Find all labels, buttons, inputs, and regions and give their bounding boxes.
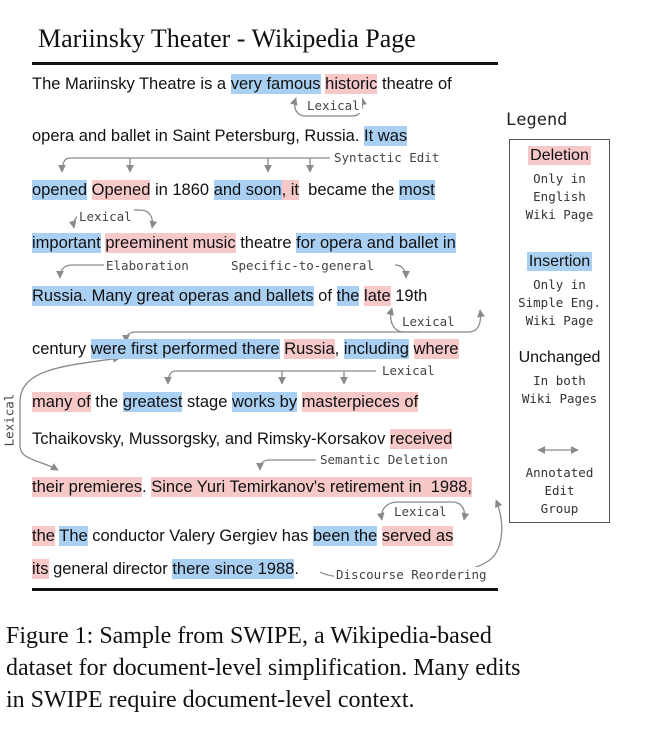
unchanged-text: in 1860	[150, 181, 214, 199]
legend-insertion-desc: Only in Simple Eng. Wiki Page	[518, 277, 601, 328]
deleted-text: served as	[381, 527, 454, 545]
deleted-text: their premieres	[32, 478, 143, 496]
text-line	[32, 428, 452, 450]
caption-line: in SWIPE require document-level context.	[6, 687, 415, 713]
unchanged-text	[87, 180, 92, 200]
arrow-lexical-vertical	[20, 358, 120, 470]
legend-deletion-desc: Only in English Wiki Page	[525, 171, 594, 222]
inserted-text: works by	[231, 393, 298, 411]
unchanged-text: theatre	[235, 234, 297, 252]
deleted-text: where	[413, 340, 459, 358]
annotation-semantic-deletion: Semantic Deletion	[320, 452, 448, 467]
text-line	[32, 525, 453, 547]
legend-unchanged-desc: In both Wiki Pages	[521, 373, 598, 406]
annotation-lexical: Lexical	[402, 314, 455, 329]
text-line	[32, 125, 407, 147]
unchanged-text	[297, 392, 302, 412]
annotation-elaboration: Elaboration	[106, 258, 189, 273]
deleted-text: ,	[281, 181, 291, 199]
unchanged-text: century	[32, 340, 91, 358]
inserted-text: greatest	[122, 393, 183, 411]
unchanged-text	[409, 339, 414, 359]
unchanged-text: Tchaikovsky, Mussorgsky, and Rimsky-Korsakov	[32, 430, 390, 448]
inserted-text: Russia. Many great operas and ballets	[32, 287, 314, 305]
text-line	[32, 338, 459, 360]
arrow-syntactic-edit	[62, 158, 330, 172]
bottom-rule	[32, 588, 498, 591]
deleted-text: the	[32, 527, 55, 545]
annotation-lexical-vertical: Lexical	[1, 393, 17, 447]
deleted-text: received	[389, 430, 453, 448]
deleted-text: masterpieces of	[301, 393, 419, 411]
figure-caption	[6, 620, 626, 716]
text-line	[32, 476, 472, 498]
legend-unchanged-label: Unchanged	[518, 349, 601, 366]
unchanged-text: general director	[48, 560, 173, 578]
arrow-lexical-4	[168, 371, 376, 384]
deleted-text: it	[290, 181, 300, 199]
text-line	[32, 232, 456, 254]
inserted-text: most	[399, 181, 435, 199]
deleted-text: Opened	[91, 181, 151, 199]
legend-group-desc: Annotated Edit Group	[525, 465, 594, 516]
unchanged-text: .	[294, 560, 299, 578]
unchanged-text: The Mariinsky Theatre is a	[32, 75, 231, 93]
deleted-text: historic	[325, 75, 378, 93]
text-line	[32, 285, 427, 307]
annotation-lexical: Lexical	[79, 209, 132, 224]
deleted-text: many of	[32, 393, 91, 411]
annotation-specific-to-general: Specific-to-general	[231, 258, 374, 273]
annotation-lexical: Lexical	[394, 504, 447, 519]
unchanged-text: theatre of	[377, 75, 452, 93]
inserted-text: The	[59, 527, 88, 545]
deleted-text: preeminent music	[105, 234, 236, 252]
deleted-text: Since Yuri Temirkanov's retirement in 1988,	[151, 478, 473, 496]
inserted-text: It was	[364, 127, 408, 145]
legend-insertion-label: Insertion	[528, 253, 591, 270]
inserted-text: there since 1988	[172, 560, 295, 578]
inserted-text: important	[32, 234, 101, 252]
inserted-text: were first performed there	[90, 340, 280, 358]
inserted-text: very famous	[230, 75, 321, 93]
text-line	[32, 73, 452, 95]
deleted-text: its	[32, 560, 49, 578]
arrow-specific-to-general	[395, 265, 406, 278]
unchanged-text: the	[90, 393, 123, 411]
unchanged-text: became the	[299, 181, 399, 199]
figure-title: Mariinsky Theater - Wikipedia Page	[38, 24, 416, 53]
unchanged-text: 19th	[390, 287, 428, 305]
annotation-syntactic-edit: Syntactic Edit	[334, 150, 440, 165]
inserted-text: the	[336, 287, 360, 305]
legend-deletion-label: Deletion	[530, 147, 589, 164]
inserted-text: been the	[312, 527, 378, 545]
text-line	[32, 179, 435, 201]
text-line	[32, 558, 299, 580]
deleted-text: Russia	[284, 340, 335, 358]
unchanged-text: stage	[182, 393, 232, 411]
unchanged-text: conductor Valery Gergiev has	[87, 527, 313, 545]
unchanged-text: opera and ballet in Saint Petersburg, Russia.	[32, 127, 365, 145]
annotation-lexical: Lexical	[307, 98, 360, 113]
caption-line: dataset for document-level simplification. Many edits	[6, 655, 521, 681]
unchanged-text: .	[142, 478, 152, 496]
inserted-text: for opera and ballet in	[296, 234, 456, 252]
unchanged-text: ,	[334, 340, 344, 358]
caption-line: Figure 1: Sample from SWIPE, a Wikipedia-based	[6, 623, 492, 649]
text-line	[32, 391, 418, 413]
annotation-discourse-reordering: Discourse Reordering	[336, 567, 487, 582]
inserted-text: and soon	[213, 181, 282, 199]
unchanged-text: of	[313, 287, 337, 305]
legend-title: Legend	[506, 110, 568, 130]
arrow-semantic-deletion	[260, 460, 316, 470]
annotation-lexical: Lexical	[382, 363, 435, 378]
inserted-text: including	[343, 340, 409, 358]
arrow-elaboration	[60, 265, 104, 278]
inserted-text: opened	[32, 181, 88, 199]
deleted-text: late	[364, 287, 391, 305]
